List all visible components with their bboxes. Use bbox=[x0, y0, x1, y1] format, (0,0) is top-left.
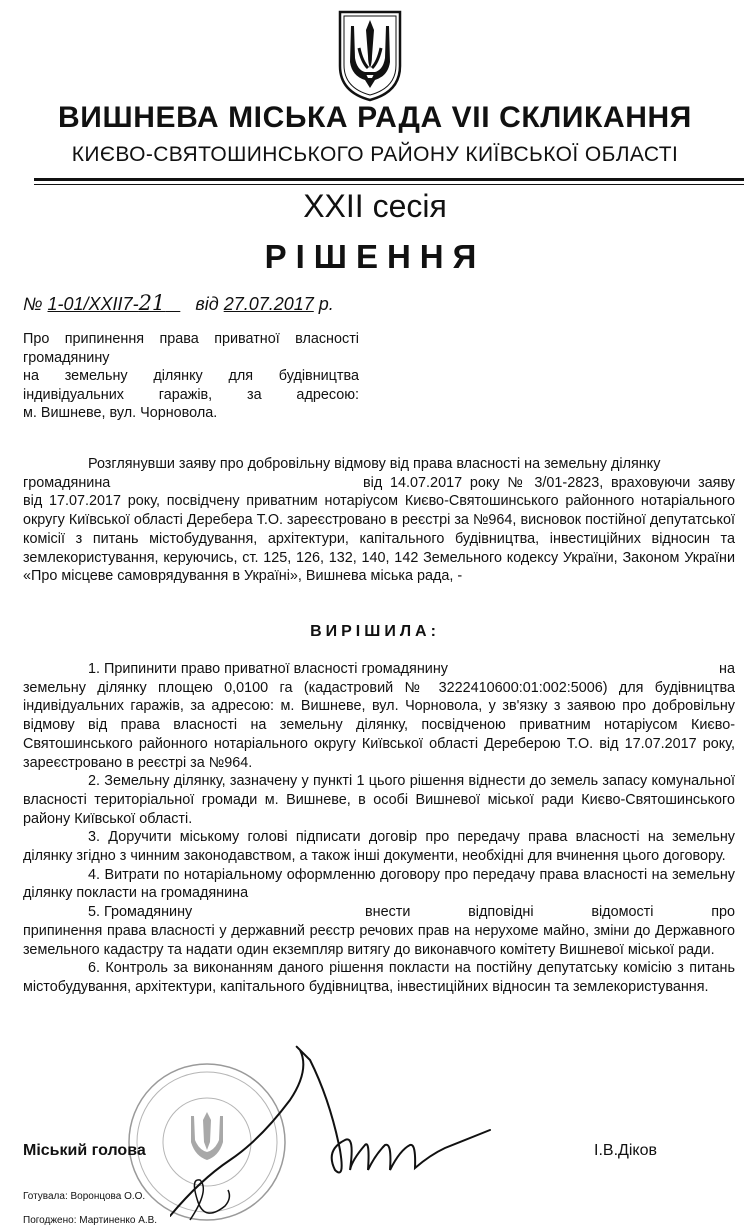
agreed-by: Погоджено: Мартиненко А.В. bbox=[23, 1215, 158, 1226]
council-subtitle: КИЄВО-СВЯТОШИНСЬКОГО РАЙОНУ КИЇВСЬКОЇ ОБЛАСТІ bbox=[71, 143, 679, 166]
preamble bbox=[23, 455, 735, 586]
subject-line: громадянину bbox=[23, 349, 110, 366]
number-label: № bbox=[23, 294, 43, 314]
item6-text: 6. Контроль за виконанням даного рішення покласти на постійну депутатську комісію з питань містобудування, архітектури, капітального будівництва, інвестиційних відносин та землекористування. bbox=[23, 960, 735, 995]
item1-text: земельну ділянку площею 0,0100 га (кадастровий № 3222410600:01:002:5006) для будівництва індивідуальних гаражів, за адресою: м. Вишневе, вул. Чорновола, у зв'язку з заявою про добровільну відмову від права власності на земельну ділянку, посвідченою приватним нотаріусом Києво-Святошинського районного нотаріального округу Київської області Дереберою Т.О. від 17.07.2017 року, зареєстровано в реєстрі за №964. bbox=[23, 679, 735, 771]
subject-line: м. Вишневе, вул. Чорновола. bbox=[23, 405, 218, 422]
session-title: XXII сесія bbox=[303, 188, 447, 224]
item5-start: 5. Громадянину bbox=[88, 904, 193, 921]
preamble-applicant-label: громадянина bbox=[23, 474, 111, 491]
resolved-heading: ВИРІШИЛА: bbox=[310, 623, 440, 640]
item2-text: 2. Земельну ділянку, зазначену у пункті 1 цього рішення віднести до земель запасу комунальної власності територіальної громади м. Вишневе, в особі Вишневої міської ради Києво-Святошинського району Київської області. bbox=[23, 773, 735, 827]
item5-mid: внести відповідні відомості про bbox=[365, 904, 735, 921]
prepared-by: Готувала: Воронцова О.О. bbox=[23, 1191, 146, 1202]
handwritten-signature-icon bbox=[170, 1030, 500, 1226]
decision-number: 1-01/XXII7-21 bbox=[47, 291, 166, 315]
subject-line: індивідуальних гаражів, за адресою: bbox=[23, 386, 359, 403]
date-label: від bbox=[195, 294, 219, 314]
item5-first-line bbox=[23, 903, 735, 922]
resolution-items bbox=[23, 660, 735, 997]
item4-text: 4. Витрати по нотаріальному оформленню договору про передачу права власності на земельну ділянку покласти на громадянина bbox=[23, 866, 735, 902]
year-suffix: р. bbox=[318, 294, 334, 314]
signature-position: Міський голова bbox=[23, 1142, 146, 1159]
signature-name: І.В.Діков bbox=[594, 1142, 657, 1159]
item1-first-line bbox=[23, 660, 735, 679]
item1-start: 1. Припинити право приватної власності громадянину bbox=[88, 661, 448, 677]
decision-date: 27.07.2017 bbox=[223, 294, 314, 314]
subject-line: на земельну ділянку для будівництва bbox=[23, 368, 359, 385]
item3-text: 3. Доручити міському голові підписати договір про передачу права власності на земельну ділянку згідно з чинним законодавством, а також інші документи, необхідні для вчинення цього договору. bbox=[23, 829, 735, 865]
handwritten-number: 21 bbox=[138, 291, 166, 315]
document-type: РІШЕННЯ bbox=[264, 238, 486, 275]
decision-subject bbox=[23, 330, 359, 423]
preamble-application-ref: від 14.07.2017 року № 3/01-2823, враховуючи заяву bbox=[363, 474, 735, 491]
trident-coat-of-arms-icon bbox=[335, 8, 405, 102]
preamble-line1: Розглянувши заяву про добровільну відмову від права власності на земельну ділянку bbox=[88, 456, 661, 472]
item5-text: припинення права власності у державний реєстр речових прав на нерухоме майно, зміни до Державного земельного кадастру та надати один екземпляр витягу до виконавчого комітету Вишневої міської ради. bbox=[23, 922, 735, 958]
council-title: ВИШНЕВА МІСЬКА РАДА VII СКЛИКАННЯ bbox=[58, 101, 692, 134]
header-divider-thin bbox=[34, 184, 744, 185]
item1-end: на bbox=[719, 661, 735, 677]
header-divider bbox=[34, 178, 744, 181]
preamble-line2 bbox=[23, 474, 735, 493]
subject-line: Про припинення права приватної власності bbox=[23, 331, 359, 347]
preamble-text: від 17.07.2017 року, посвідчену приватним нотаріусом Києво-Святошинського районного нотаріального округу Київської області Деребера Т.О. зареєстровано в реєстрі за №964, висновок постійної депутатської комісії з питань містобудування, архітектури, капітального будівництва, інвестиційних відносин та землекористування, керуючись, ст. 125, 126, 132, 140, 142 Земельного кодексу України, Законом України «Про місцеве самоврядування в Україні», Вишнева міська рада, - bbox=[23, 493, 735, 585]
decision-number-line bbox=[23, 291, 334, 315]
